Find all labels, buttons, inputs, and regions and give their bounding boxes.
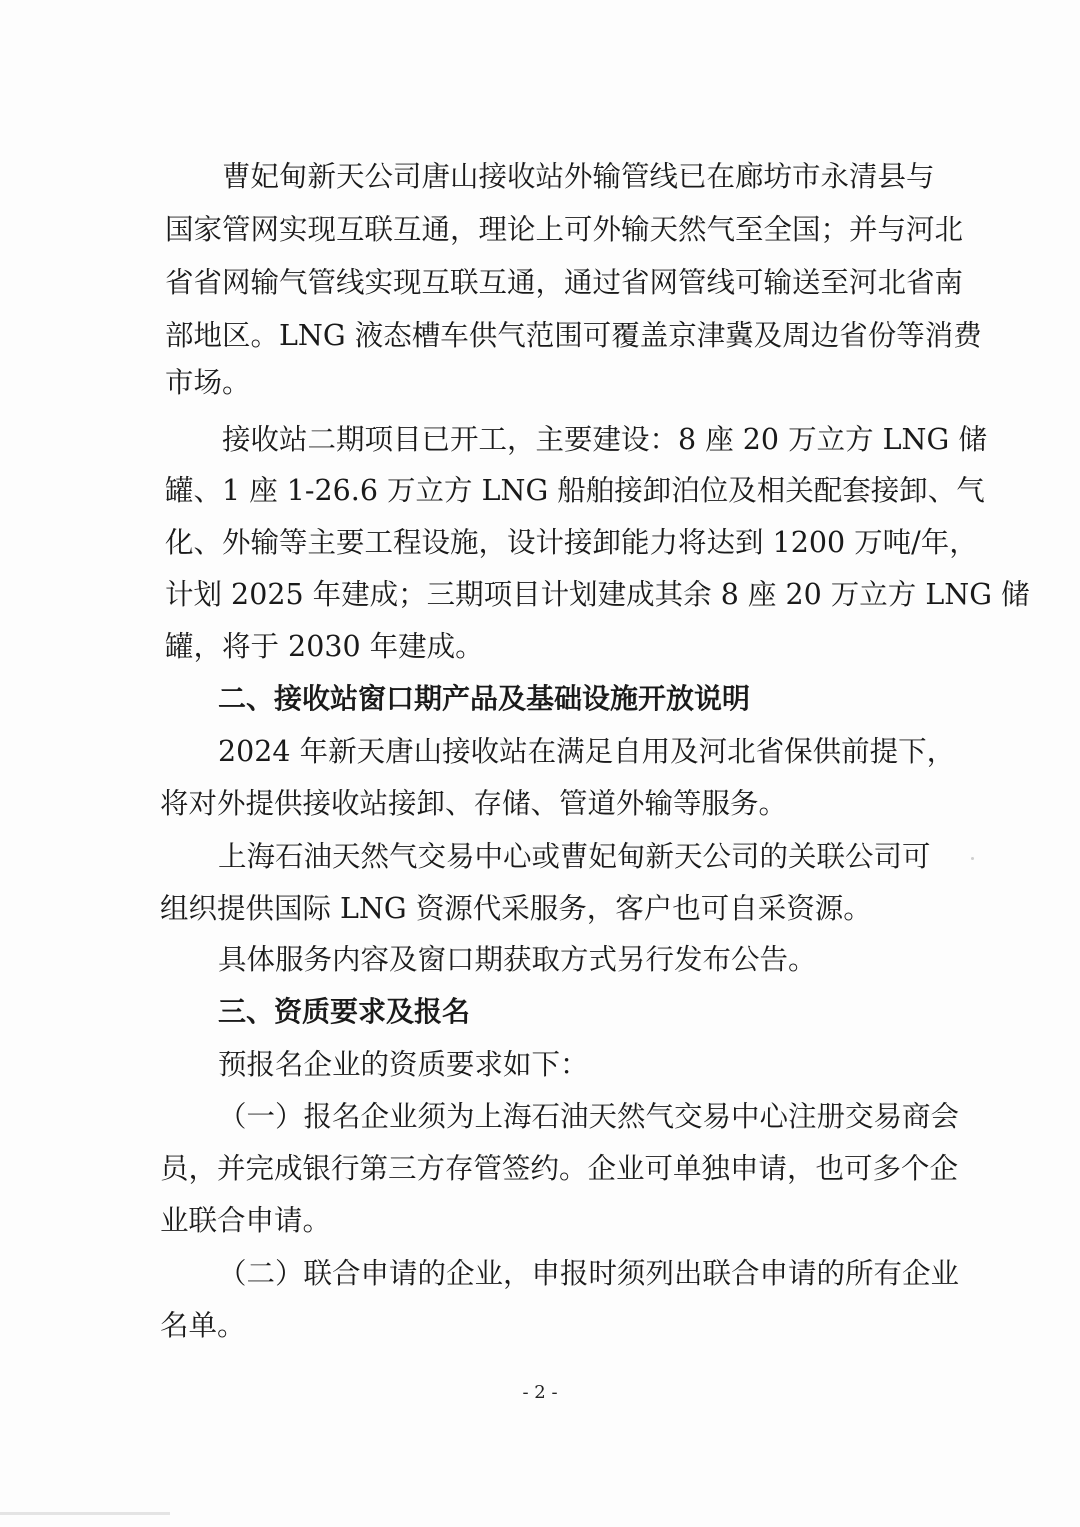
paragraph-line: 组织提供国际 LNG 资源代采服务，客户也可自采资源。 (160, 892, 872, 925)
scan-edge-mark (0, 1512, 170, 1515)
paragraph-line: 预报名企业的资质要求如下： (218, 1048, 589, 1081)
paragraph-line: 化、外输等主要工程设施，设计接卸能力将达到 1200 万吨/年， (165, 526, 978, 559)
paragraph-line: 省省网输气管线实现互联互通，通过省网管线可输送至河北省南 (165, 266, 964, 299)
paragraph-line: 计划 2025 年建成；三期项目计划建成其余 8 座 20 万立方 LNG 储 (165, 578, 1030, 611)
paragraph-line: 业联合申请。 (160, 1204, 332, 1237)
scan-speck (971, 857, 974, 860)
paragraph-line: 将对外提供接收站接卸、存储、管道外输等服务。 (160, 787, 788, 820)
paragraph-line: 员，并完成银行第三方存管签约。企业可单独申请，也可多个企 (160, 1152, 959, 1185)
paragraph-line: （二）联合申请的企业，申报时须列出联合申请的所有企业 (218, 1257, 960, 1290)
paragraph-line: 曹妃甸新天公司唐山接收站外输管线已在廊坊市永清县与 (222, 160, 935, 193)
section-heading: 三、资质要求及报名 (218, 995, 471, 1028)
paragraph-line: （一）报名企业须为上海石油天然气交易中心注册交易商会 (218, 1100, 960, 1133)
paragraph-line: 部地区。LNG 液态槽车供气范围可覆盖京津冀及周边省份等消费 (165, 319, 982, 352)
paragraph-line: 具体服务内容及窗口期获取方式另行发布公告。 (218, 943, 817, 976)
paragraph-line: 罐、1 座 1-26.6 万立方 LNG 船舶接卸泊位及相关配套接卸、气 (165, 474, 985, 507)
paragraph-line: 上海石油天然气交易中心或曹妃甸新天公司的关联公司可 (218, 840, 931, 873)
paragraph-line: 市场。 (165, 366, 251, 399)
paragraph-line: 罐，将于 2030 年建成。 (165, 630, 484, 663)
paragraph-line: 名单。 (160, 1309, 246, 1342)
paragraph-line: 接收站二期项目已开工，主要建设：8 座 20 万立方 LNG 储 (222, 423, 987, 456)
section-heading: 二、接收站窗口期产品及基础设施开放说明 (218, 682, 751, 715)
paragraph-line: 国家管网实现互联互通，理论上可外输天然气至全国；并与河北 (165, 213, 964, 246)
paragraph-line: 2024 年新天唐山接收站在满足自用及河北省保供前提下， (218, 735, 956, 768)
page-number: - 2 - (522, 1382, 558, 1403)
